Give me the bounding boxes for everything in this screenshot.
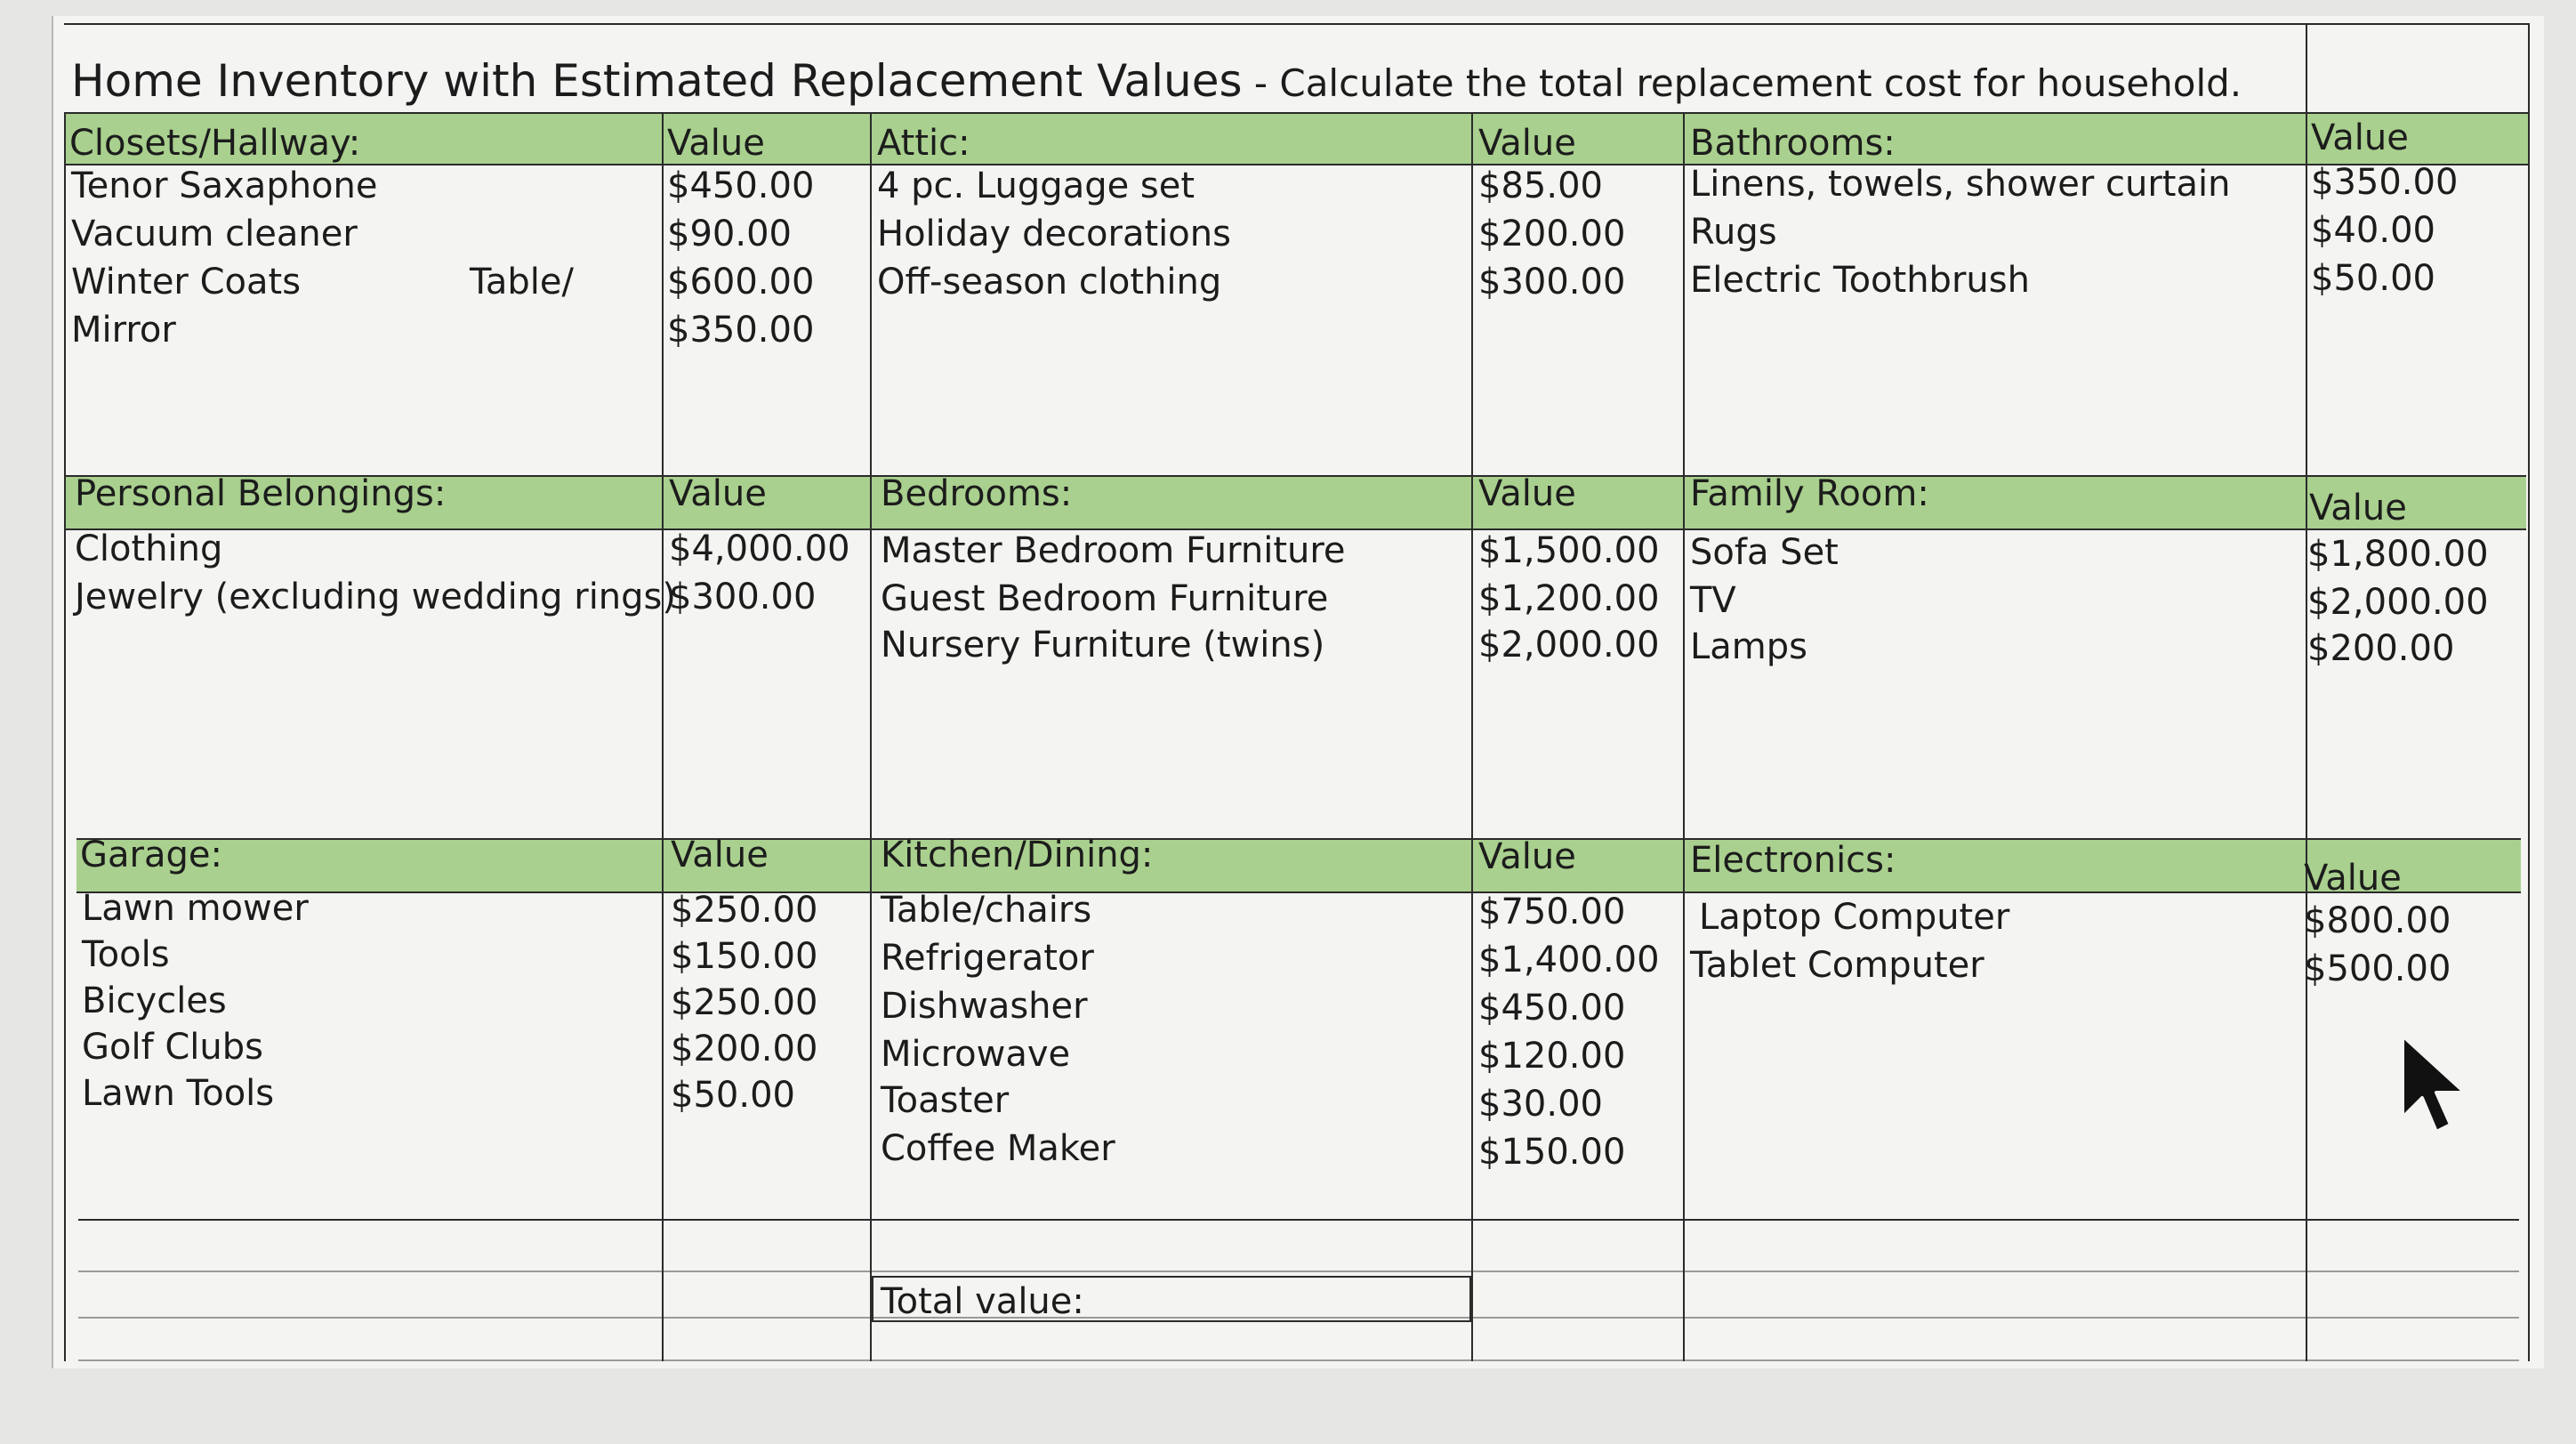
bedrooms-value[interactable]: $2,000.00: [1478, 625, 1660, 666]
closets-item[interactable]: Vacuum cleaner: [71, 214, 358, 254]
bathrooms-value[interactable]: $50.00: [2311, 258, 2435, 299]
attic-value-header[interactable]: Value: [1478, 123, 1576, 164]
spreadsheet: [52, 16, 2544, 1368]
bathrooms-item[interactable]: Rugs: [1690, 212, 1777, 253]
attic-item[interactable]: Off-season clothing: [877, 262, 1222, 303]
family-item[interactable]: Sofa Set: [1690, 532, 1839, 573]
grid-line: [64, 112, 2530, 114]
family-item[interactable]: Lamps: [1690, 626, 1807, 667]
closets-item[interactable]: Tenor Saxaphone: [71, 165, 378, 206]
garage-item[interactable]: Golf Clubs: [82, 1027, 264, 1068]
grid-line: [1471, 112, 1473, 1361]
kitchen-value[interactable]: $450.00: [1478, 988, 1626, 1029]
personal-item[interactable]: Jewelry (excluding wedding rings): [75, 577, 676, 617]
kitchen-item[interactable]: Dishwasher: [881, 986, 1088, 1027]
bedrooms-value-header[interactable]: Value: [1478, 473, 1576, 514]
title-main: Home Inventory with Estimated Replacement Values: [71, 55, 1243, 107]
grid-line: [2528, 23, 2530, 1361]
kitchen-item[interactable]: Microwave: [881, 1034, 1071, 1075]
grid-line: [78, 1271, 2519, 1272]
kitchen-item[interactable]: Toaster: [881, 1080, 1010, 1121]
family-value[interactable]: $200.00: [2307, 628, 2455, 669]
garage-item[interactable]: Bicycles: [82, 980, 227, 1021]
kitchen-item[interactable]: Coffee Maker: [881, 1128, 1115, 1169]
garage-item[interactable]: Lawn Tools: [82, 1073, 275, 1114]
kitchen-value[interactable]: $30.00: [1478, 1084, 1603, 1125]
bedrooms-header[interactable]: Bedrooms:: [881, 473, 1073, 514]
grid-line: [76, 891, 2521, 893]
header-band-row1: [64, 112, 2530, 164]
attic-item[interactable]: Holiday decorations: [877, 214, 1231, 254]
bathrooms-value-header[interactable]: Value: [2311, 117, 2409, 158]
electronics-item[interactable]: Laptop Computer: [1699, 897, 2010, 938]
family-header[interactable]: Family Room:: [1690, 473, 1929, 514]
page-title: [71, 55, 2242, 107]
personal-header[interactable]: Personal Belongings:: [75, 473, 447, 514]
grid-line: [76, 838, 2521, 840]
attic-value[interactable]: $300.00: [1478, 262, 1626, 303]
kitchen-item[interactable]: Table/chairs: [881, 890, 1092, 931]
attic-value[interactable]: $85.00: [1478, 165, 1603, 206]
grid-line: [2306, 23, 2307, 1361]
garage-value[interactable]: $150.00: [671, 936, 818, 977]
bedrooms-item[interactable]: Nursery Furniture (twins): [881, 625, 1325, 666]
bedrooms-item[interactable]: Guest Bedroom Furniture: [881, 578, 1329, 619]
garage-item[interactable]: Lawn mower: [82, 888, 309, 929]
personal-value[interactable]: $4,000.00: [669, 528, 850, 569]
closets-header[interactable]: Closets/Hallway:: [69, 123, 361, 164]
garage-value[interactable]: $250.00: [671, 982, 818, 1023]
bathrooms-value[interactable]: $40.00: [2311, 210, 2435, 251]
closets-value[interactable]: $600.00: [667, 262, 815, 303]
electronics-header[interactable]: Electronics:: [1690, 840, 1896, 881]
bedrooms-item[interactable]: Master Bedroom Furniture: [881, 530, 1346, 571]
electronics-value[interactable]: $800.00: [2304, 900, 2451, 941]
garage-value[interactable]: $200.00: [671, 1029, 818, 1069]
garage-value[interactable]: $50.00: [671, 1075, 795, 1116]
title-subtitle: - Calculate the total replacement cost for household.: [1242, 61, 2242, 105]
bedrooms-value[interactable]: $1,200.00: [1478, 578, 1660, 619]
grid-line: [662, 112, 664, 1361]
family-item[interactable]: TV: [1690, 580, 1736, 621]
bathrooms-item[interactable]: Linens, towels, shower curtain: [1690, 164, 2231, 205]
grid-line: [78, 1219, 2519, 1221]
bedrooms-value[interactable]: $1,500.00: [1478, 530, 1660, 571]
family-value[interactable]: $2,000.00: [2307, 582, 2489, 623]
grid-line: [1683, 112, 1685, 1361]
grid-line: [64, 112, 66, 1361]
closets-value[interactable]: $450.00: [667, 165, 815, 206]
closets-value-header[interactable]: Value: [667, 123, 765, 164]
mouse-cursor-icon: [2397, 1032, 2477, 1148]
garage-item[interactable]: Tools: [82, 934, 170, 975]
closets-item[interactable]: Winter Coats: [71, 262, 302, 303]
electronics-value[interactable]: $500.00: [2304, 948, 2451, 989]
kitchen-item[interactable]: Refrigerator: [881, 938, 1094, 979]
attic-item[interactable]: 4 pc. Luggage set: [877, 165, 1195, 206]
garage-header[interactable]: Garage:: [80, 835, 222, 875]
kitchen-value[interactable]: $1,400.00: [1478, 940, 1660, 980]
grid-line: [64, 23, 2530, 25]
grid-line: [78, 1359, 2519, 1361]
garage-value-header[interactable]: Value: [671, 835, 769, 875]
electronics-item[interactable]: Tablet Computer: [1690, 945, 1984, 986]
personal-value-header[interactable]: Value: [669, 473, 767, 514]
bathrooms-value[interactable]: $350.00: [2311, 162, 2459, 203]
header-band-row3: [76, 840, 2521, 891]
closets-item[interactable]: Mirror: [71, 310, 176, 351]
attic-header[interactable]: Attic:: [877, 123, 970, 164]
closets-value[interactable]: $350.00: [667, 310, 815, 351]
bathrooms-item[interactable]: Electric Toothbrush: [1690, 260, 2030, 301]
kitchen-value[interactable]: $750.00: [1478, 891, 1626, 932]
personal-item[interactable]: Clothing: [75, 528, 223, 569]
total-value-label: Total value:: [881, 1281, 1084, 1322]
electronics-value-header[interactable]: Value: [2304, 858, 2402, 899]
grid-line: [870, 112, 872, 1361]
kitchen-value[interactable]: $120.00: [1478, 1036, 1626, 1077]
family-value[interactable]: $1,800.00: [2307, 534, 2489, 575]
kitchen-value-header[interactable]: Value: [1478, 836, 1576, 877]
kitchen-value[interactable]: $150.00: [1478, 1132, 1626, 1173]
garage-value[interactable]: $250.00: [671, 890, 818, 931]
family-value-header[interactable]: Value: [2309, 488, 2407, 528]
kitchen-header[interactable]: Kitchen/Dining:: [881, 835, 1154, 875]
attic-value[interactable]: $200.00: [1478, 214, 1626, 254]
closets-stray-text[interactable]: Table/: [470, 262, 574, 303]
closets-value[interactable]: $90.00: [667, 214, 792, 254]
bathrooms-header[interactable]: Bathrooms:: [1690, 123, 1896, 164]
personal-value[interactable]: $300.00: [669, 577, 817, 617]
